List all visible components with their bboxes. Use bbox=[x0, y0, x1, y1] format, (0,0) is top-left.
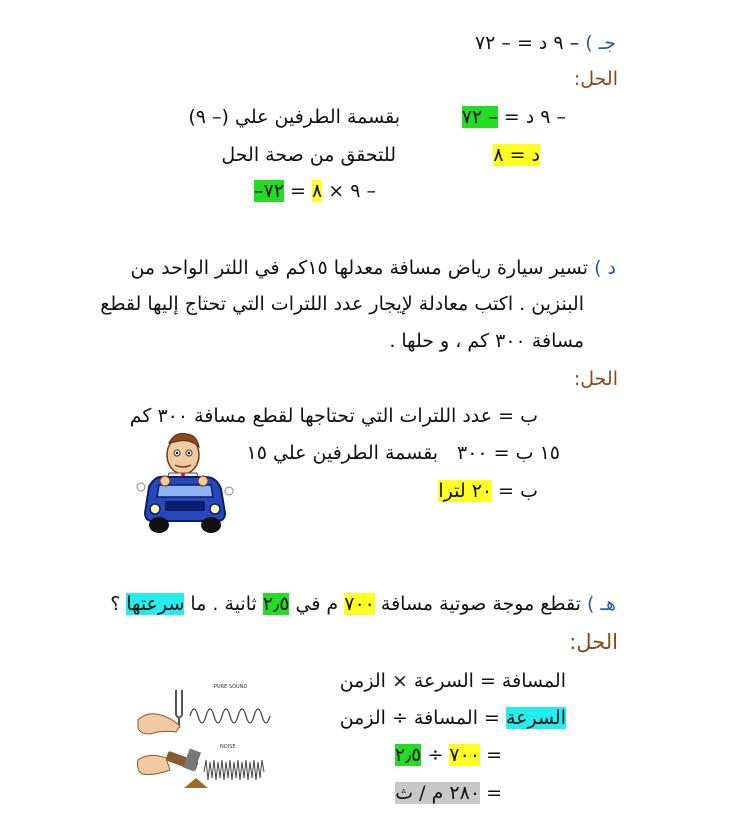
part-d-equation-note: بقسمة الطرفين علي ١٥ bbox=[246, 442, 438, 464]
part-d-line3: مسافة ٣٠٠ كم ، و حلها . bbox=[389, 330, 584, 352]
part-e-q-speed: سرعتها bbox=[126, 593, 185, 615]
part-c-check-d: ٧٢– bbox=[254, 180, 285, 202]
part-e-formula3-dist: ٧٠٠ bbox=[449, 744, 481, 766]
part-c-solution-label: الحل: bbox=[573, 68, 618, 90]
part-c-label: جـ ) bbox=[585, 32, 616, 54]
part-c-step1-note: بقسمة الطرفين علي (– ٩) bbox=[188, 106, 400, 128]
part-c-check bbox=[254, 178, 376, 204]
part-c-step1 bbox=[462, 104, 566, 130]
part-e-formula3-div: ÷ bbox=[421, 744, 450, 766]
part-d-line1-text: تسير سيارة رياض مسافة معدلها ١٥كم في اللتر الواحد من bbox=[130, 257, 589, 279]
part-d-answer-value: ٢٠ لترا bbox=[438, 480, 493, 502]
part-e-question bbox=[110, 591, 616, 617]
part-c-step1-rhs: – ٧٢ bbox=[461, 106, 498, 128]
part-e-q-distance: ٧٠٠ bbox=[344, 593, 375, 615]
part-e-formula4-eq: = bbox=[480, 782, 502, 804]
part-e-formula2-speed: السرعة bbox=[505, 707, 566, 729]
part-e-q-c: ثانية . ما bbox=[184, 593, 263, 615]
part-e-q-b: م في bbox=[289, 593, 345, 615]
noise-label: NOISE bbox=[220, 744, 236, 750]
part-e-label: هـ ) bbox=[586, 593, 616, 615]
part-e-formula2-rest: = المسافة ÷ الزمن bbox=[339, 707, 506, 729]
part-e-formula3-time: ٢٫٥ bbox=[394, 744, 422, 766]
part-e-formula4-value: ٢٨٠ م / ث bbox=[395, 782, 481, 804]
part-d-answer bbox=[438, 478, 538, 504]
pure-sound-label: PURE SOUND bbox=[214, 684, 248, 690]
part-d-definition: ب = عدد اللترات التي تحتاجها لقطع مسافة ٣٠٠ كم bbox=[129, 405, 538, 427]
part-e-q-d: ؟ bbox=[110, 593, 127, 615]
part-c-check-c: = bbox=[284, 180, 313, 202]
part-e-formula3-eq: = bbox=[480, 744, 502, 766]
part-e-q-a: تقطع موجة صوتية مسافة bbox=[374, 593, 581, 615]
part-c-check-b: ٨ bbox=[312, 180, 323, 202]
part-d-equation: ١٥ ب = ٣٠٠ bbox=[457, 442, 560, 464]
part-e-formula2 bbox=[340, 705, 566, 731]
part-c-step2-note: للتحقق من صحة الحل bbox=[221, 144, 396, 166]
part-c-step2 bbox=[493, 142, 540, 168]
part-c-equation bbox=[475, 30, 616, 56]
part-d-line1 bbox=[130, 255, 616, 281]
part-e-solution-label: الحل: bbox=[569, 630, 618, 654]
part-e-formula1: المسافة = السرعة × الزمن bbox=[339, 670, 566, 692]
part-c-equation-text: – ٩ د = – ٧٢ bbox=[474, 32, 580, 54]
part-d-answer-prefix: ب = bbox=[492, 480, 538, 502]
part-d-solution-label: الحل: bbox=[573, 368, 618, 390]
part-c-step1-lhs: – ٩ د = bbox=[497, 106, 566, 128]
part-c-step2-value: د = ٨ bbox=[493, 144, 540, 166]
part-d-label: د ) bbox=[594, 257, 616, 279]
part-d-line2: البنزين . اكتب معادلة لإيجار عدد اللترات التي تحتاج إليها لقطع bbox=[100, 293, 584, 315]
part-c-check-a: – ٩ × bbox=[322, 180, 376, 202]
car-driver-illustration bbox=[135, 425, 235, 540]
sound-wave-illustration bbox=[136, 680, 286, 795]
part-e-q-time: ٢٫٥ bbox=[262, 593, 290, 615]
part-e-formula3 bbox=[395, 742, 502, 768]
part-e-formula4 bbox=[395, 780, 502, 806]
